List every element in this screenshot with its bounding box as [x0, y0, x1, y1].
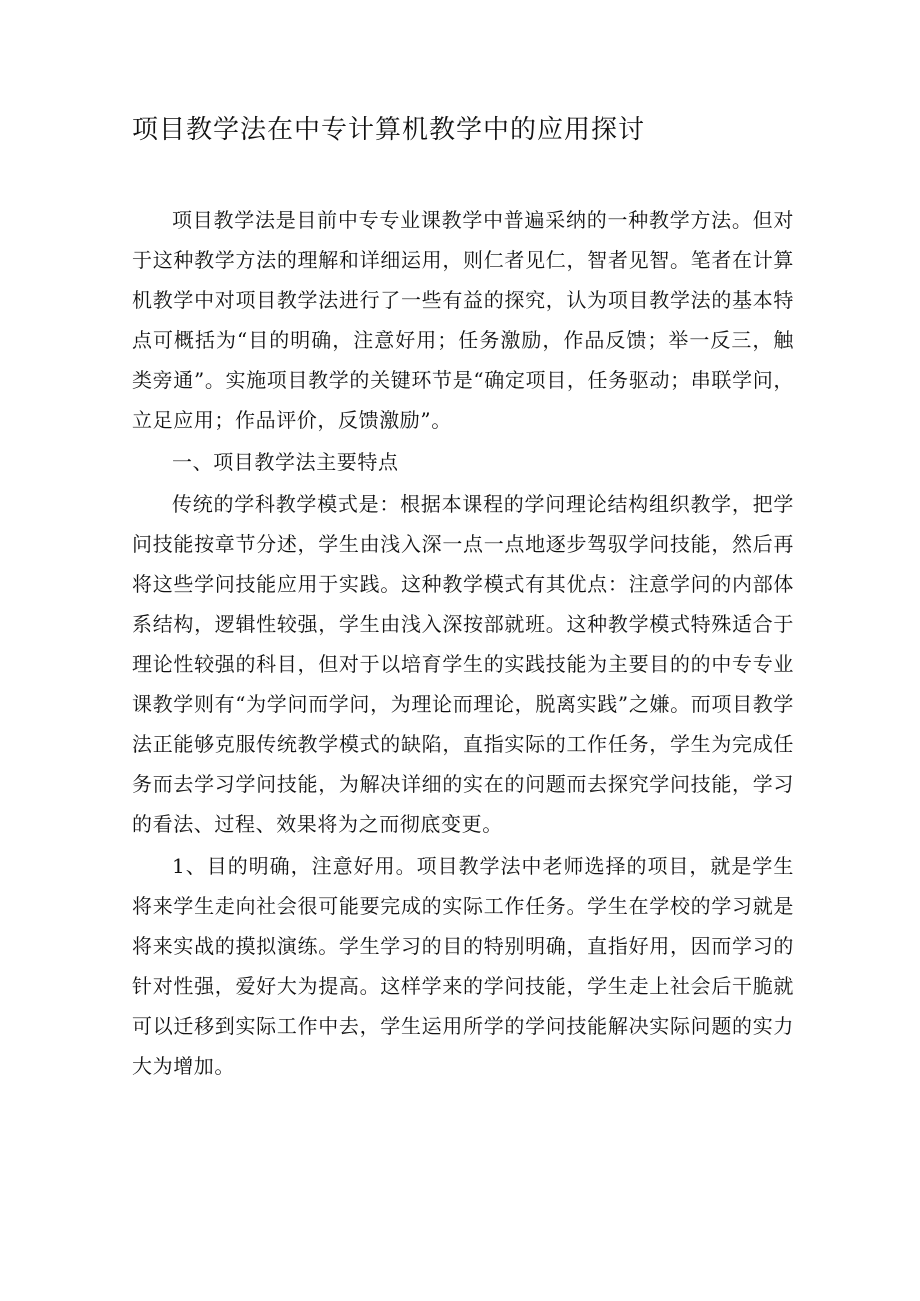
paragraph-traditional-model: 传统的学科教学模式是：根据本课程的学问理论结构组织教学，把学问技能按章节分述，学生由浅入深一点一点地逐步驾驭学问技能，然后再将这些学问技能应用于实践。这种教学模式有其优点：注意学问的内部体系结构，逻辑性较强，学生由浅入深按部就班。这种教学模式特殊适合于理论性较强的科目，但对于以培育学生的实践技能为主要目的的中专专业课教学则有“为学问而学问，为理论而理论，脱离实践”之嫌。而项目教学法正能够克服传统教学模式的缺陷，直指实际的工作任务，学生为完成任务而去学习学问技能，为解决详细的实在的问题而去探究学问技能，学习的看法、过程、效果将为之而彻底变更。	[132, 492, 794, 836]
document-body	[132, 200, 794, 1086]
section-heading: 一、项目教学法主要特点	[172, 450, 399, 474]
paragraph-intro: 项目教学法是目前中专专业课教学中普遍采纳的一种教学方法。但对于这种教学方法的理解和详细运用，则仁者见仁，智者见智。笔者在计算机教学中对项目教学法进行了一些有益的探究，认为项目教学法的基本特点可概括为“目的明确，注意好用；任务激励，作品反馈；举一反三，触类旁通”。实施项目教学的关键环节是“确定项目，任务驱动；串联学问，立足应用；作品评价，反馈激励”。	[132, 208, 794, 432]
paragraph-point-1: 1、目的明确，注意好用。项目教学法中老师选择的项目，就是学生将来学生走向社会很可能要完成的实际工作任务。学生在学校的学习就是将来实战的摸拟演练。学生学习的目的特别明确，直指好用，因而学习的针对性强，爱好大为提高。这样学来的学问技能，学生走上社会后干脆就可以迁移到实际工作中去，学生运用所学的学问技能解决实际问题的实力大为增加。	[132, 854, 794, 1078]
document-title: 项目教学法在中专计算机教学中的应用探讨	[132, 115, 646, 145]
